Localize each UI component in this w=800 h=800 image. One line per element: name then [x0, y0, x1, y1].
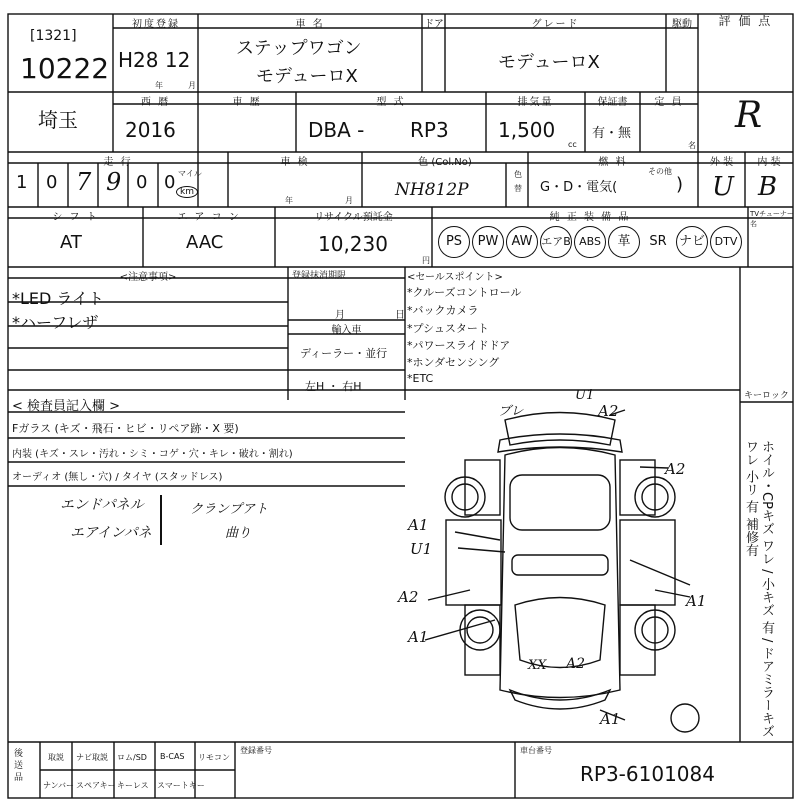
item-number: ナンバー — [43, 781, 75, 790]
mark-a2-top: A2 — [598, 402, 619, 420]
mileage-label: 走 行 — [103, 157, 133, 168]
mark-a1-left: A1 — [408, 516, 429, 534]
sales-item-3: *プシュスタート — [407, 322, 489, 335]
sales-item-5: *ホンダセンシング — [407, 356, 500, 369]
hand-divider — [160, 495, 162, 545]
equipment-list — [438, 226, 790, 258]
vertical-legend: ホイル・CPキズ ワレ / 小キズ 有 / ドアミラーキズ ワレ 小リ 有 補修有 — [743, 440, 774, 738]
mark-a2-front: A2 — [566, 656, 586, 672]
hand-note-4: 曲り — [225, 526, 252, 541]
interior-label: 内 装 — [757, 157, 781, 168]
capacity-unit: 名 — [688, 141, 696, 150]
lot-number: 10222 — [20, 52, 110, 85]
first-reg-value: H28 12 — [118, 48, 191, 72]
mark-a2-right: A2 — [665, 460, 686, 478]
year-unit: 年 — [155, 81, 163, 90]
mileage-digit-4: 0 — [136, 172, 148, 193]
car-name-label: 車 名 — [295, 19, 325, 30]
caution-item-1: *LED ライト — [12, 289, 104, 308]
hand-note-2: クランプアト — [190, 502, 269, 517]
hand-note-3: エアインパネ — [70, 525, 152, 541]
car-name-line2: モデューロX — [256, 66, 358, 87]
region: 埼玉 — [38, 108, 78, 132]
exterior-value: U — [712, 172, 734, 202]
shift-value: AT — [60, 232, 82, 253]
expiry-month: 月 — [335, 310, 345, 321]
reg-no-label: 登録番号 — [240, 746, 272, 755]
score-label: 評 価 点 — [718, 14, 773, 28]
warranty-value: 有・無 — [592, 126, 632, 141]
color-value: NH812P — [395, 180, 469, 200]
displacement-value: 1,500 — [498, 118, 556, 142]
dealer-label: ディーラー・並行 — [300, 347, 388, 360]
score-value: R — [735, 95, 763, 136]
caution-label: <注意事項> — [119, 272, 177, 283]
tuner-label: TVチューナー名 — [750, 210, 794, 228]
equipment-dtv: DTV — [710, 226, 742, 258]
equipment-ps: PS — [438, 226, 470, 258]
recycle-value: 10,230 — [318, 232, 388, 256]
exterior-label: 外 装 — [709, 157, 734, 168]
model-value1: DBA - — [308, 118, 365, 142]
first-reg-label: 初度登録 — [132, 19, 180, 30]
item-keyless: キーレス — [117, 781, 149, 790]
mileage-digit-3: 9 — [106, 168, 122, 196]
item-navi-manual: ナビ取説 — [76, 753, 108, 762]
shift-label: シ フ ト — [52, 212, 99, 223]
fuel-close: ) — [676, 174, 684, 195]
sales-item-4: *パワースライドドア — [407, 339, 511, 352]
inspection-label: 車 検 — [280, 157, 310, 168]
mileage-digit-2: 7 — [76, 168, 92, 196]
mark-u1-left: U1 — [410, 540, 433, 558]
lot-number-small: [1321] — [30, 28, 77, 44]
fuel-value: G・D・電気( — [540, 180, 618, 195]
equipment-abs: ABS — [574, 226, 606, 258]
equipment-leather: 革 — [608, 226, 640, 258]
equipment-pw: PW — [472, 226, 504, 258]
fuel-other: その他 — [648, 167, 672, 176]
yen-unit: 円 — [422, 256, 430, 265]
item-spare-key: スペアキー — [76, 781, 116, 790]
caution-item-2: *ハーフレザ — [12, 313, 99, 332]
item-rom-sd: ロム/SD — [117, 753, 147, 762]
item-remote: リモコン — [198, 753, 230, 762]
history-label: 車 歴 — [232, 97, 262, 108]
mark-a1-bottom: A1 — [600, 710, 621, 728]
equipment-sr: SR — [649, 234, 667, 249]
audio-line: オーディオ (無し・穴) / タイヤ (スタッドレス) — [12, 472, 223, 483]
warranty-label: 保証書 — [597, 97, 628, 108]
car-diagram — [425, 410, 699, 732]
km-unit: km — [176, 186, 198, 198]
interior-line: 内装 (キズ・スレ・汚れ・シミ・コゲ・穴・キレ・破れ・割れ) — [12, 449, 293, 460]
mark-a2-left: A2 — [398, 588, 419, 606]
model-label: 型 式 — [376, 97, 406, 108]
seireki-label: 西 暦 — [140, 97, 171, 108]
chassis-label: 車台番号 — [520, 746, 552, 755]
inspector-title: < 検査員記入欄 > — [12, 399, 121, 414]
drive-label: 駆動 — [672, 19, 692, 30]
year-value: 2016 — [125, 118, 176, 142]
color-label: 色 (Col.No) — [418, 157, 472, 168]
sales-item-2: *バックカメラ — [407, 304, 479, 317]
inspection-month-unit: 月 — [345, 196, 353, 205]
equipment-airbag: エアB — [540, 226, 572, 258]
expiry-day: 日 — [395, 310, 405, 321]
chassis-value: RP3-6101084 — [580, 762, 715, 786]
handle-label: 左H ・ 右H — [305, 380, 362, 393]
mark-a1-lower-left: A1 — [408, 628, 429, 646]
mileage-digit-1: 0 — [46, 172, 58, 193]
import-label: 輸入車 — [331, 325, 362, 336]
hand-note-1: エンドパネル — [60, 497, 144, 513]
cc-unit: cc — [568, 140, 577, 149]
reg-expiry-label: 登録抹消期限 — [292, 271, 347, 281]
car-name-line1: ステップワゴン — [236, 38, 362, 59]
grade-label: グレード — [531, 19, 580, 30]
model-value2: RP3 — [410, 118, 449, 142]
item-bcas: B-CAS — [160, 752, 185, 761]
keylock-label: キーロック — [744, 391, 789, 401]
mark-xx: XX — [528, 658, 547, 673]
sales-item-1: *クルーズコントロール — [407, 286, 522, 299]
mile-unit: マイル — [178, 169, 202, 178]
item-smart-key: スマートキー — [157, 781, 205, 790]
interior-value: B — [758, 172, 778, 202]
equipment-label: 純 正 装 備 品 — [549, 212, 631, 223]
ac-value: AAC — [186, 232, 224, 253]
door-label: ドア — [424, 19, 444, 30]
ac-label: エ ア コ ン — [177, 212, 241, 223]
mark-bure: ブレ — [498, 404, 524, 419]
sales-item-6: *ETC — [407, 372, 434, 385]
month-unit: 月 — [188, 81, 196, 90]
recycle-label: リサイクル預託金 — [314, 212, 393, 223]
fuel-label: 燃 料 — [598, 157, 628, 168]
mileage-digit-0: 1 — [16, 172, 28, 193]
mileage-digit-5: 0 — [164, 172, 176, 193]
equipment-navi: ナビ — [676, 226, 708, 258]
sales-label: <セールスポイント> — [407, 272, 503, 283]
equipment-aw: AW — [506, 226, 538, 258]
item-manual: 取説 — [48, 753, 64, 762]
capacity-label: 定 員 — [654, 97, 684, 108]
glass-line: Fガラス (キズ・飛石・ヒビ・リペア跡・X 要) — [12, 422, 239, 435]
mark-u1-top: U1 — [575, 388, 595, 403]
mark-a1-right: A1 — [686, 592, 707, 610]
grade-value: モデューロX — [498, 52, 600, 73]
color-side: 色 替 — [514, 170, 522, 193]
displacement-label: 排気量 — [517, 97, 554, 108]
delivery-label: 後送品 — [14, 749, 24, 783]
inspection-year-unit: 年 — [285, 196, 293, 205]
